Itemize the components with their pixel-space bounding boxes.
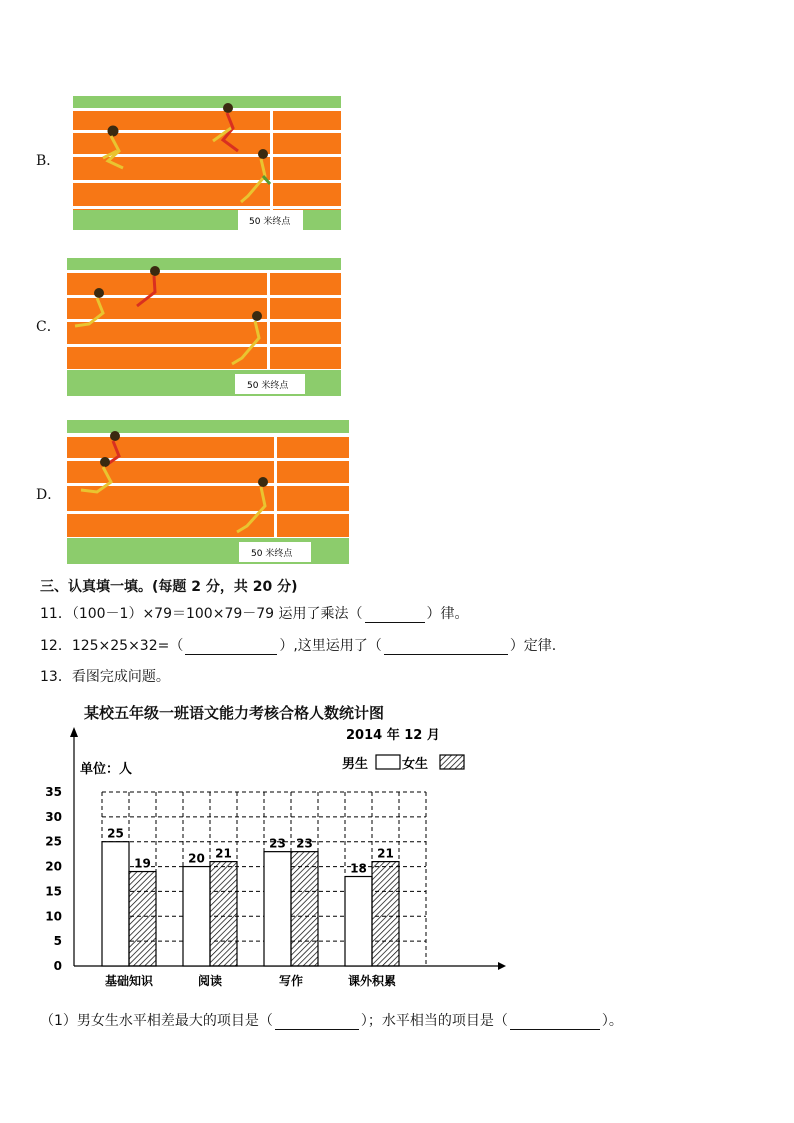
y-axis-label: 单位：人 (80, 762, 133, 777)
x-category-label: 阅读 (197, 974, 223, 988)
answer-blank-12a[interactable] (185, 638, 277, 655)
data-label-girls: 21 (215, 846, 232, 861)
option-c-label: C． (36, 319, 61, 335)
data-label-girls: 23 (296, 836, 313, 851)
track-svg-b (73, 96, 341, 230)
bar-girls (129, 872, 156, 966)
x-category-label: 课外积累 (347, 974, 397, 988)
question-13: 13．看图完成问题。 (40, 669, 170, 685)
track-svg-c (67, 258, 341, 396)
data-label-boys: 23 (269, 836, 286, 851)
option-c-track-image (67, 258, 341, 396)
bar-girls (210, 862, 237, 966)
legend-swatch-girls (440, 755, 464, 769)
y-tick-label: 15 (45, 884, 62, 899)
data-label-girls: 19 (134, 856, 151, 871)
y-tick-label: 35 (45, 785, 62, 799)
bar-boys (345, 877, 372, 966)
y-tick-label: 5 (53, 934, 62, 949)
y-tick-label: 30 (45, 809, 62, 824)
finish-label-c: 50 米终点 (247, 381, 289, 391)
option-b-track-image (73, 96, 341, 230)
answer-blank-13-1b[interactable] (510, 1013, 600, 1030)
finish-label-d: 50 米终点 (251, 549, 293, 559)
x-axis-arrow (498, 962, 506, 970)
data-label-boys: 20 (188, 851, 205, 866)
bar-girls (291, 852, 318, 966)
option-b-label: B． (36, 153, 61, 169)
bar-boys (264, 852, 291, 966)
y-axis-arrow (70, 727, 78, 737)
bar-boys (183, 867, 210, 966)
track-svg-d (67, 420, 349, 564)
legend-label-boys: 男生 (342, 757, 369, 772)
section-title: 三、认真填一填。(每题 2 分，共 20 分) (40, 579, 298, 595)
y-tick-label: 20 (45, 859, 62, 874)
answer-blank-11[interactable] (365, 606, 425, 623)
data-label-boys: 25 (107, 826, 124, 841)
question-11: 11．（100－1）×79＝100×79－79 运用了乘法（ ）律。 (40, 606, 469, 622)
y-tick-label: 25 (45, 834, 62, 849)
legend-swatch-boys (376, 755, 400, 769)
answer-blank-13-1a[interactable] (275, 1013, 359, 1030)
chart-title: 某校五年级一班语文能力考核合格人数统计图 (84, 704, 385, 722)
y-tick-label: 0 (53, 959, 62, 973)
option-d-label: D． (36, 487, 62, 503)
finish-label-b: 50 米终点 (249, 217, 291, 227)
data-label-girls: 21 (377, 846, 394, 861)
chart-subtitle: 2014 年 12 月 (346, 728, 440, 743)
legend-label-girls: 女生 (402, 757, 429, 772)
option-d-track-image (67, 420, 349, 564)
y-tick-label: 10 (45, 909, 62, 924)
question-13-1: （1）男女生水平相差最大的项目是（ ）；水平相当的项目是（ ）。 (40, 1013, 623, 1029)
bar-girls (372, 862, 399, 966)
data-label-boys: 18 (350, 861, 367, 876)
question-12: 12．125×25×32=（ ）,这里运用了（ ）定律. (40, 638, 557, 654)
answer-blank-12b[interactable] (384, 638, 508, 655)
x-category-label: 基础知识 (104, 974, 154, 988)
x-category-label: 写作 (278, 974, 304, 988)
bar-chart (40, 725, 510, 995)
bar-boys (102, 842, 129, 966)
